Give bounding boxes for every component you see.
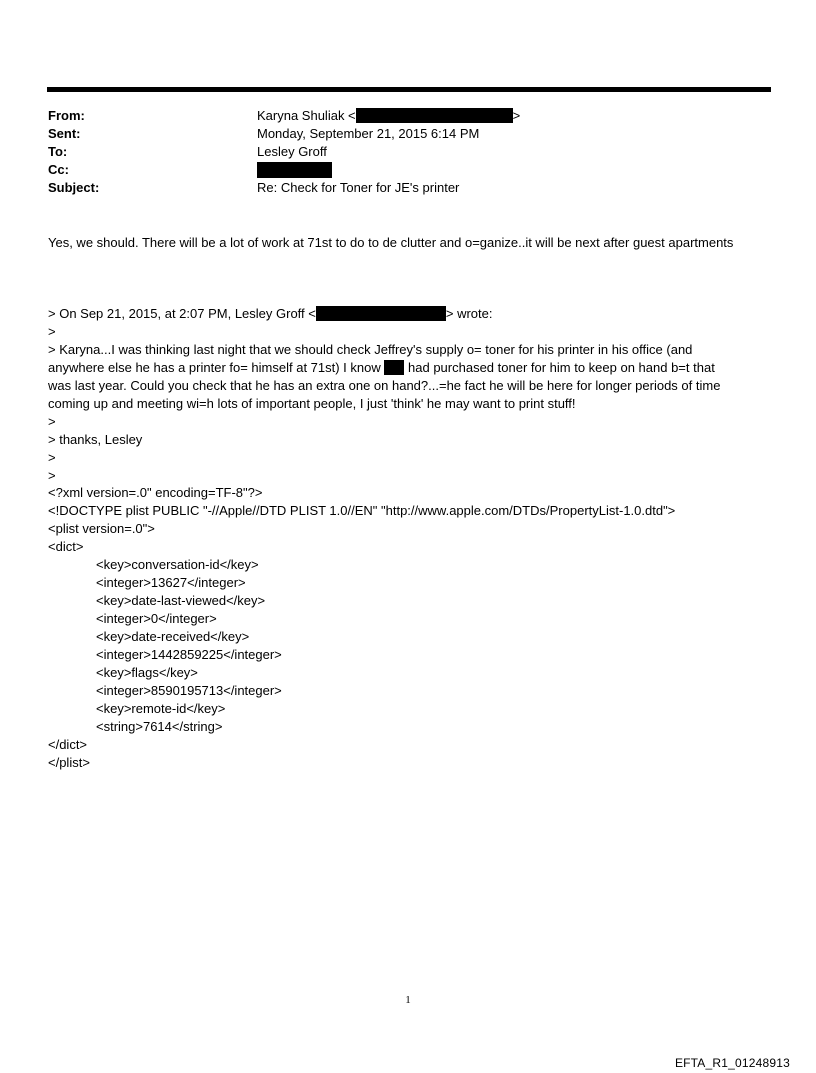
redaction-box (356, 108, 513, 123)
quoted-text: > wrote: (445, 306, 493, 321)
cc-value (257, 161, 332, 179)
quoted-message (48, 305, 768, 485)
quoted-line: > (48, 324, 56, 339)
quoted-line: > Karyna...I was thinking last night that we should check Jeffrey's supply o= toner for his printer in his office (and (48, 342, 693, 357)
xml-line: <integer>0</integer> (96, 611, 217, 626)
xml-line: </dict> (48, 737, 88, 752)
redaction-box (316, 306, 446, 321)
subject-row (48, 179, 748, 197)
quoted-line (48, 305, 768, 323)
quoted-line: > thanks, Lesley (48, 432, 143, 447)
page-number: 1 (405, 994, 411, 1006)
xml-line: </plist> (48, 755, 90, 770)
quoted-line (48, 359, 768, 377)
xml-line: <integer>13627</integer> (96, 575, 246, 590)
from-close: > (512, 108, 521, 123)
subject-label: Subject: (48, 180, 100, 195)
xml-line: <string>7614</string> (96, 719, 223, 734)
to-label: To: (48, 144, 68, 159)
from-label: From: (48, 108, 85, 123)
reply-text: Yes, we should. There will be a lot of work at 71st to do to de clutter and o=ganize..it will be next after guest apartments (48, 235, 734, 250)
xml-line: <!DOCTYPE plist PUBLIC "-//Apple//DTD PLIST 1.0//EN" "http://www.apple.com/DTDs/PropertyList-1.0.dtd"> (48, 503, 676, 518)
quoted-line: was last year. Could you check that he has an extra one on hand?...=he fact he will be here for longer periods of time (48, 378, 721, 393)
quoted-text: > On Sep 21, 2015, at 2:07 PM, Lesley Groff < (48, 306, 316, 321)
email-header (48, 107, 748, 197)
to-value: Lesley Groff (257, 144, 327, 159)
cc-row (48, 161, 748, 179)
plist-xml (48, 484, 768, 772)
xml-line: <plist version=.0"> (48, 521, 155, 536)
from-name: Karyna Shuliak < (257, 108, 356, 123)
header-rule (47, 87, 771, 92)
document-id: EFTA_R1_01248913 (674, 1056, 790, 1070)
xml-line: <key>remote-id</key> (96, 701, 226, 716)
xml-line: <key>date-received</key> (96, 629, 250, 644)
sent-row (48, 125, 748, 143)
to-row (48, 143, 748, 161)
sent-value: Monday, September 21, 2015 6:14 PM (257, 126, 480, 141)
redaction-box (384, 360, 404, 375)
quoted-line: > (48, 450, 56, 465)
xml-line: <key>date-last-viewed</key> (96, 593, 266, 608)
quoted-line: > (48, 468, 56, 483)
xml-line: <integer>1442859225</integer> (96, 647, 282, 662)
from-row (48, 107, 748, 125)
quoted-line: > (48, 414, 56, 429)
redaction-box (257, 162, 332, 178)
cc-label: Cc: (48, 162, 69, 177)
xml-line: <integer>8590195713</integer> (96, 683, 282, 698)
sent-label: Sent: (48, 126, 81, 141)
xml-line: <key>flags</key> (96, 665, 198, 680)
xml-line: <key>conversation-id</key> (96, 557, 259, 572)
from-value (257, 107, 520, 125)
quoted-text: had purchased toner for him to keep on hand b=t that (408, 360, 715, 375)
subject-value: Re: Check for Toner for JE's printer (257, 180, 460, 195)
xml-line: <dict> (48, 539, 84, 554)
xml-line: <?xml version=.0" encoding=TF-8"?> (48, 485, 263, 500)
quoted-line: coming up and meeting wi=h lots of important people, I just 'think' he may want to print stuff! (48, 396, 576, 411)
quoted-text: anywhere else he has a printer fo= himself at 71st) I know (48, 360, 381, 375)
